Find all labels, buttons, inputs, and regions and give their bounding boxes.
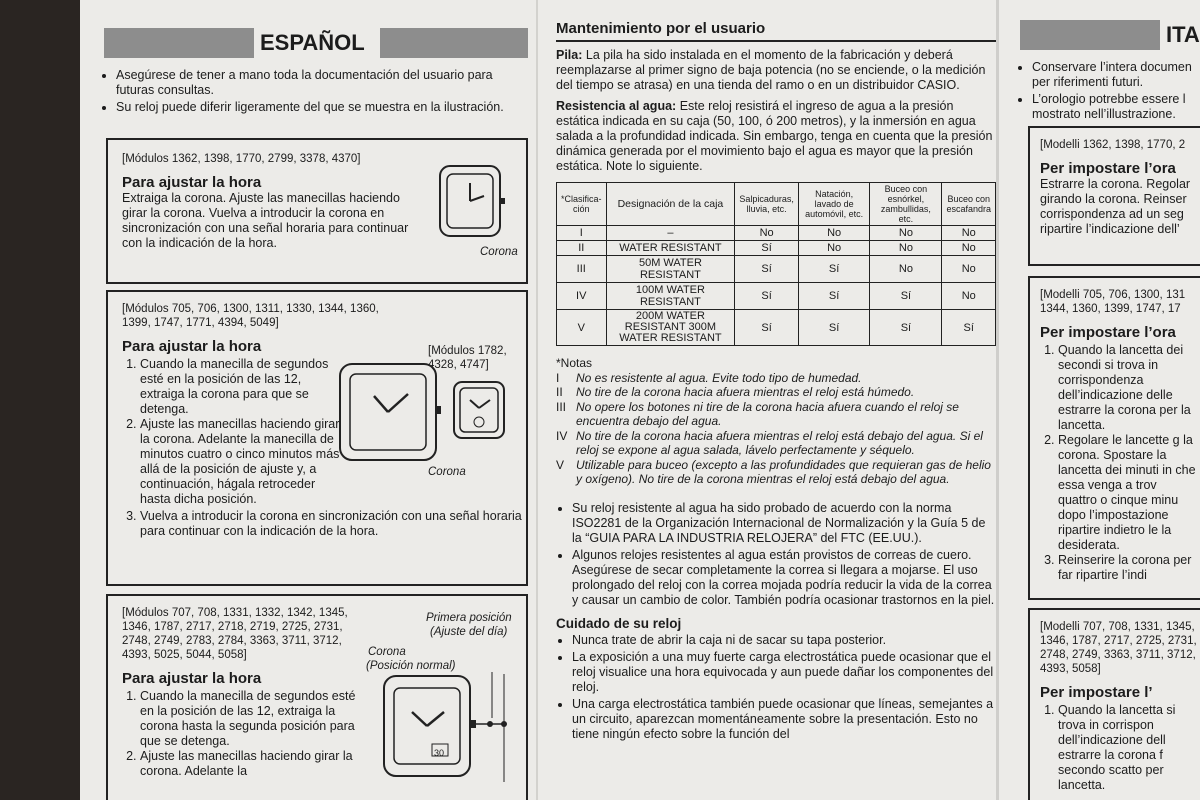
- module-box-2: [1028, 276, 1200, 600]
- care-bullets: [556, 633, 996, 742]
- step-item: 1. Cuando la manecilla de segundos esté en la posición de las 12, extraiga la corona hasta la segunda posición para que se detenga.: [140, 689, 370, 749]
- note-item: [556, 429, 996, 458]
- steps-list: [122, 357, 340, 507]
- column-header: Salpicaduras, lluvia, etc.: [735, 183, 799, 226]
- table-row: [557, 241, 996, 256]
- table-cell: No: [798, 226, 869, 241]
- box-title: Para ajustar la hora: [122, 174, 262, 191]
- note-item: [556, 385, 996, 400]
- column-header: Designación de la caja: [606, 183, 735, 226]
- steps-list: [122, 689, 370, 779]
- table-cell: 100M WATER RESISTANT: [606, 283, 735, 310]
- header-bar: [104, 28, 254, 58]
- module-box-2: [106, 290, 528, 586]
- table-cell: –: [606, 226, 735, 241]
- step-item: 3. Vuelva a introducir la corona en sincronización con una señal horaria para continuar con la indicación de la hora.: [140, 509, 532, 539]
- table-cell: Sí: [942, 310, 996, 346]
- module-box-3: [1028, 608, 1200, 800]
- crown-caption: Corona: [480, 246, 518, 258]
- table-header-row: [557, 183, 996, 226]
- table-cell: No: [870, 241, 942, 256]
- module-list: [Modelli 707, 708, 1331, 1345, 1346, 1787, 2717, 2725, 2731, 2748, 2749, 3363, 3711, 3712, 4393, 5058]: [1040, 621, 1197, 675]
- table-cell: Sí: [735, 283, 799, 310]
- table-cell: No: [798, 241, 869, 256]
- step-item: 2. Ajuste las manecillas haciendo girar la corona. Adelante la: [140, 749, 370, 779]
- module-list: [Modelli 1362, 1398, 1770, 2: [1040, 139, 1186, 151]
- box-text: Estrarre la corona. Regolar girando la corona. Reinser corrispondenza ad un seg ripartire l’indicazione dell’: [1040, 177, 1191, 236]
- crown-caption: Corona: [428, 466, 466, 478]
- bullet-item: • Conservare l’intera documen per riferimenti futuri.: [1032, 60, 1200, 90]
- water-resistance-paragraph: [556, 99, 996, 174]
- table-cell: Sí: [798, 283, 869, 310]
- column-header: *Clasifica-ción: [557, 183, 607, 226]
- section-title: ITA: [1166, 22, 1200, 47]
- step-item: 1. Quando la lancetta si trova in corrispon dell’indicazione dell estrarre la corona f secondo scatto per lancetta.: [1058, 703, 1198, 793]
- table-cell: IV: [557, 283, 607, 310]
- table-row: [557, 283, 996, 310]
- bullet-item: • Algunos relojes resistentes al agua están provistos de correas de cuero. Asegúrese de secar completamente la correa si llegara a mojarse. El uso prolongado del reloj con la correa mojada podría reducir la vida de la correa y causar un cambio de color. También podría ocasionar trastornos en la piel.: [572, 548, 996, 608]
- step-item: 1. Quando la lancetta dei secondi si trova in corrispondenza dell’indicazione delle estrarre la corona per la lancetta.: [1058, 343, 1198, 433]
- note-roman: I: [556, 370, 560, 385]
- maintenance-column: [556, 0, 996, 800]
- fold-line: [536, 0, 538, 800]
- step-item: 2. Ajuste las manecillas haciendo girar la corona. Adelante la manecilla de minutos cuatro o cinco minutos más allá de la posición de ajuste y, a continuación, hágala retroceder hasta dicha posición.: [140, 417, 340, 507]
- module-list: [Módulos 1362, 1398, 1770, 2799, 3378, 4370]: [122, 153, 361, 165]
- module-list: [Módulos 705, 706, 1300, 1311, 1330, 1344, 1360, 1399, 1747, 1771, 4394, 5049]: [122, 303, 379, 329]
- spanish-column: [100, 0, 532, 800]
- bullet-item: • Asegúrese de tener a mano toda la documentación del usuario para futuras consultas.: [116, 68, 532, 98]
- table-cell: 200M WATER RESISTANT 300M WATER RESISTANT: [606, 310, 735, 346]
- crown-caption: Corona: [368, 646, 406, 658]
- table-cell: No: [942, 226, 996, 241]
- header-bar: [1020, 20, 1160, 50]
- water-resistance-text: Este reloj resistirá el ingreso de agua a la presión estática indicada en su caja (50, 100, ó 200 metros), y la inmersión en agua salada a la profundidad indicada. Sin embargo, tenga en cuenta que la presión dinámica generada por el movimiento bajo el agua es mayor que la presión estática. Note lo siguiente.: [556, 99, 993, 173]
- step-item: 2. Regolare le lancette g la corona. Spostare la lancetta dei minuti in che essa venga a trov quattro o cinque minu dopo l’impostazione ripartire indietro le la desiderata.: [1058, 433, 1198, 553]
- column-header: Natación, lavado de automóvil, etc.: [798, 183, 869, 226]
- note-text: No opere los botones ni tire de la corona hacia afuera cuando el reloj se encuentra debajo del agua.: [576, 399, 959, 428]
- module-list: [Módulos 707, 708, 1331, 1332, 1342, 1345, 1346, 1787, 2717, 2718, 2719, 2725, 2731, 2748, 2749, 2783, 2784, 3363, 3711, 3712, 4393, 5025, 5044, 5058]: [122, 607, 348, 661]
- steps-list: [122, 509, 532, 539]
- care-title: Cuidado de su reloj: [556, 615, 682, 631]
- water-bullets: [556, 501, 996, 608]
- bullet-item: • Nunca trate de abrir la caja ni de sacar su tapa posterior.: [572, 633, 996, 648]
- table-cell: 50M WATER RESISTANT: [606, 256, 735, 283]
- note-roman: III: [556, 399, 567, 414]
- box-title: Per impostare l’ora: [1040, 160, 1176, 177]
- table-cell: I: [557, 226, 607, 241]
- watch-illustration: [430, 158, 510, 248]
- notes-title: *Notas: [556, 356, 593, 370]
- table-cell: No: [870, 256, 942, 283]
- table-cell: Sí: [735, 310, 799, 346]
- fold-line: [996, 0, 999, 800]
- module-list-small: [Módulos 1782, 4328, 4747]: [428, 345, 507, 371]
- table-cell: Sí: [735, 256, 799, 283]
- water-resistance-table: [556, 182, 996, 346]
- column-header: Buceo con escafandra: [942, 183, 996, 226]
- battery-paragraph: [556, 48, 996, 93]
- note-text: No tire de la corona hacia afuera mientras el reloj está húmedo.: [576, 385, 915, 399]
- table-cell: Sí: [798, 310, 869, 346]
- note-roman: V: [556, 457, 565, 472]
- intro-bullets: [1016, 60, 1200, 122]
- first-position-caption: (Ajuste del día): [430, 626, 508, 638]
- steps-list: [1040, 703, 1198, 793]
- note-text: Utilizable para buceo (excepto a las profundidades que requieran gas de helio y oxígeno). No tire de la corona mientras el reloj está debajo del agua.: [576, 457, 991, 486]
- steps-list: [1040, 343, 1198, 583]
- module-box-3: [106, 594, 528, 800]
- section-header: [100, 26, 532, 62]
- table-cell: No: [942, 283, 996, 310]
- watch-illustration: [336, 360, 516, 470]
- table-cell: WATER RESISTANT: [606, 241, 735, 256]
- battery-text: La pila ha sido instalada en el momento de la fabricación y deberá reemplazarse al primer signo de baja potencia (no se enciende, o la medición del tiempo se atrasa) en una tienda del ramo o en un distribuidor CASIO.: [556, 48, 986, 92]
- bullet-item: • Su reloj resistente al agua ha sido probado de acuerdo con la norma ISO2281 de la Organización Internacional de Normalización y la Guía 5 de la “GUIA PARA LA INDUSTRIA RELOJERA” del FTC (EE.UU.).: [572, 501, 996, 546]
- column-header: Buceo con esnórkel, zambullidas, etc.: [870, 183, 942, 226]
- section-header: [1016, 18, 1200, 54]
- module-box-1: [106, 138, 528, 284]
- note-item: [556, 458, 996, 487]
- table-cell: II: [557, 241, 607, 256]
- water-resistance-label: Resistencia al agua:: [556, 99, 677, 113]
- table-row: [557, 310, 996, 346]
- table-cell: No: [942, 241, 996, 256]
- box-title: Para ajustar la hora: [122, 338, 262, 355]
- note-roman: II: [556, 385, 563, 399]
- table-row: [557, 256, 996, 283]
- table-cell: No: [735, 226, 799, 241]
- bullet-item: • La exposición a una muy fuerte carga electrostática puede ocasionar que el reloj visualice una hora equivocada y aun puede dañar los componentes del reloj.: [572, 650, 996, 695]
- table-cell: III: [557, 256, 607, 283]
- module-list: [Modelli 705, 706, 1300, 131 1344, 1360, 1399, 1747, 17: [1040, 289, 1186, 315]
- note-roman: IV: [556, 428, 568, 443]
- section-title: Mantenimiento por el usuario: [556, 20, 996, 42]
- table-cell: Sí: [798, 256, 869, 283]
- normal-position-caption: (Posición normal): [366, 660, 456, 672]
- module-box-1: [1028, 126, 1200, 266]
- note-item: [556, 400, 996, 429]
- box-title: Para ajustar la hora: [122, 670, 262, 687]
- step-item: 1. Cuando la manecilla de segundos esté en la posición de las 12, extraiga la corona para que se detenga.: [140, 357, 340, 417]
- box-title: Per impostare l’: [1040, 684, 1153, 701]
- table-cell: No: [942, 256, 996, 283]
- table-cell: No: [870, 226, 942, 241]
- watch-illustration: [378, 672, 518, 782]
- bullet-item: • Una carga electrostática también puede ocasionar que líneas, semejantes a un circuito, aparezcan momentáneamente sobre la presentación. Esto no tiene ningún efecto sobre la función del: [572, 697, 996, 742]
- table-cell: Sí: [870, 310, 942, 346]
- table-row: [557, 226, 996, 241]
- note-text: No tire de la corona hacia afuera mientras el reloj está debajo del agua. Si el reloj se expone al agua salada, lávelo perfectamente y séquelo.: [576, 428, 983, 457]
- battery-label: Pila:: [556, 48, 583, 62]
- table-cell: V: [557, 310, 607, 346]
- bullet-item: • L’orologio potrebbe essere l mostrato nell’illustrazione.: [1032, 92, 1200, 122]
- box-title: Per impostare l’ora: [1040, 324, 1176, 341]
- italian-column: [1016, 0, 1200, 800]
- bullet-item: • Su reloj puede diferir ligeramente del que se muestra en la ilustración.: [116, 100, 532, 115]
- intro-bullets: [100, 68, 532, 115]
- section-title: ESPAÑOL: [260, 30, 365, 55]
- first-position-caption: Primera posición: [426, 612, 512, 624]
- header-bar: [380, 28, 528, 58]
- note-text: No es resistente al agua. Evite todo tipo de humedad.: [576, 370, 862, 385]
- table-cell: Sí: [870, 283, 942, 310]
- table-cell: Sí: [735, 241, 799, 256]
- step-item: 3. Reinserire la corona per far ripartire l’indi: [1058, 553, 1198, 583]
- note-item: [556, 371, 996, 386]
- notes-section: [556, 356, 996, 487]
- box-text: Extraiga la corona. Ajuste las manecillas haciendo girar la corona. Vuelva a introducir la corona en sincronización con una señal horaria para continuar con la indicación de la hora.: [122, 191, 409, 250]
- date-window: 30: [434, 748, 445, 758]
